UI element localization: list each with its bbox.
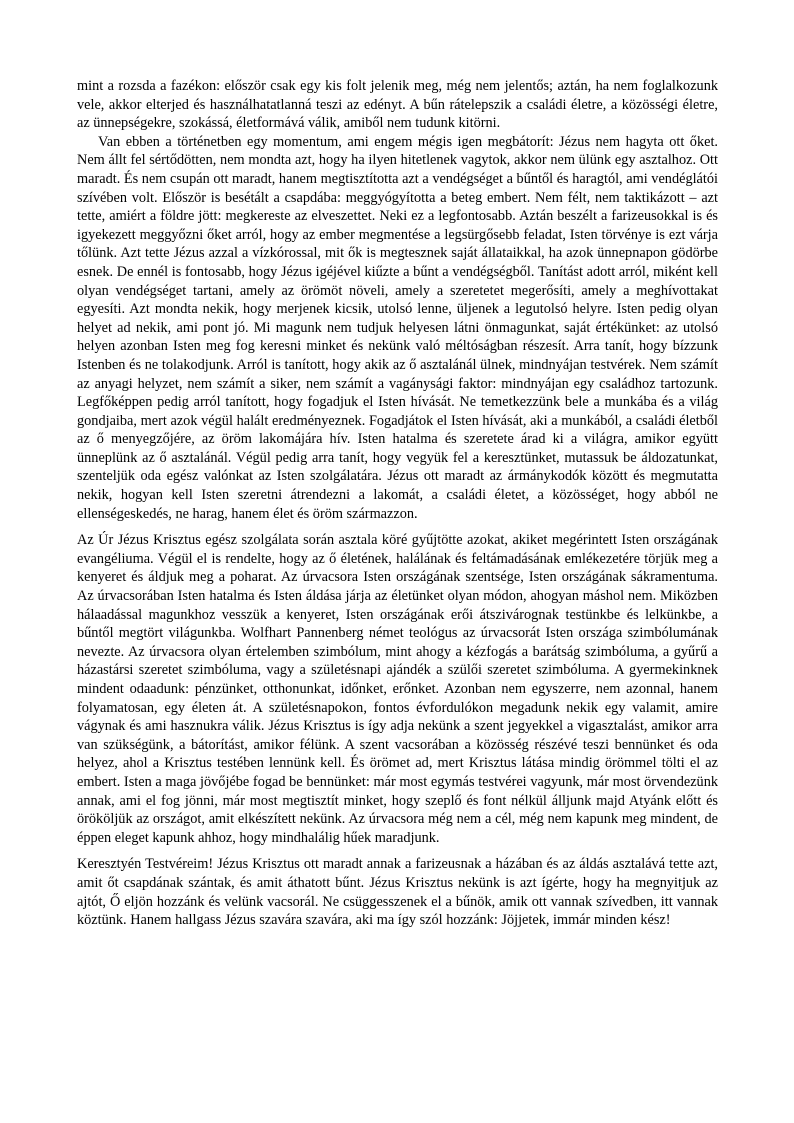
paragraph-lords-supper: Az Úr Jézus Krisztus egész szolgálata során asztala köré gyűjtötte azokat, akiket megérintett Isten országának evangéliuma. Végül el is rendelte, hogy az ő életének, halálának és feltámadásának emlékezetére törjük meg a kenyeret és áldjuk meg a poharat. Az úrvacsora Isten országának szentsége, Isten országának sákramentuma. Az úrvacsorában Isten hatalma és Isten áldása járja az életünket olyan módon, ahogyan máshol nem. Miközben hálaadással magunkhoz vesszük a kenyeret, Isten országának erői átszivárognak testünkbe és lelkünkbe, a bűntől megtört világunkba. Wolfhart Pannenberg német teológus az úrvacsorát Isten országa szimbólumának nevezte. Az úrvacsora olyan értelemben szimbólum, mint ahogy a kézfogás a barátság szimbóluma, a gyűrű a házastársi szeretet szimbóluma, vagy a születésnapi ajándék a szülői szeretet szimbóluma. A gyermekinknek mindent odaadunk: pénzünket, otthonunkat, időnket, erőnket. Azonban nem egyszerre, nem azonnal, hanem folyamatosan, egy életen át. A születésnapokon, fontos évfordulókon megadunk nekik egy valamit, amire vágynak és ami hasznukra válik. Jézus Krisztus is így adja nekünk a szent jegyekkel a vigasztalást, amikor arra van szükségünk, a bátorítást, amikor félünk. A szent vacsorában a közösség részévé teszi bennünket és oda helyez, ahol a Krisztus testében lennünk kell. És örömet ad, mert Krisztus látása mindig örömmel tölti el az embert. Isten a maga jövőjébe fogad be bennünket: már most egymás testvérei vagyunk, már most örvendezünk annak, ami el fog jönni, már most megtisztít minket, hogy szeplő és font nélkül álljunk majd Atyánk előtt és örököljük az országot, amit elkészített nekünk. Az úrvacsora még nem a cél, még nem kapunk meg mindent, de éppen eleget kapunk ahhoz, hogy mindhalálig hűek maradjunk. bbox=[77, 532, 718, 846]
document-page bbox=[77, 77, 718, 930]
paragraph-continuation: mint a rozsda a fazékon: először csak egy kis folt jelenik meg, még nem jelentős; aztán, ha nem foglalkozunk vele, akkor elterjed és használhatatlanná teszi az edényt. A bűn rátelepszik a családi életre, a közösségi életre, az ünnepségekre, szokássá, életformává válik, amiből nem tudunk kitörni. bbox=[77, 78, 718, 132]
paragraph-jesus-stayed: Van ebben a történetben egy momentum, ami engem mégis igen megbátorít: Jézus nem hagyta ott őket. Nem állt fel sértődötten, nem mondta azt, hogy ha ilyen hitetlenek vagytok, akkor nem ülünk egy asztalhoz. Ott maradt. És nem csupán ott maradt, hanem megtisztította azt a vendégséget a bűntől és haragtól, ami vendéglátói szívében volt. Először is besétált a csapdába: meggyógyította a beteg embert. Nem félt, nem taktikázott – azt tette, amiért a földre jött: megkereste az elveszettet. Neki ez a legfontosabb. Aztán beszélt a farizeusokkal is és igyekezett meggyőzni őket arról, hogy az ember megmentése a legsürgősebb feladat, Isten törvénye is ezt várja tőlünk. Azt tette Jézus azzal a vízkórossal, mit ők is megtesznek saját állataikkal, ha azok ünnepnapon gödörbe esnek. De ennél is fontosabb, hogy Jézus igéjével kiűzte a bűnt a vendégségből. Tanítást adott arról, miként kell olyan vendégséget tartani, amely az örömöt növeli, amely a szeretetet megerősíti, amely a meghívottakat egyesíti. Azt mondta nekik, hogy merjenek kicsik, utolsó lenne, üljenek a legutolsó helyre. Isten pedig olyan helyet ad nekik, ami pont jó. Mi magunk nem tudjuk helyesen látni önmagunkat, saját értékünket: az utolsó helyen azonban Isten meg fog keresni minket és nekünk való méltóságban részesít. Arra tanít, hogy bízzunk Istenben és ne tolakodjunk. Arról is tanított, hogy akik az ő asztalánál ülnek, mindnyájan testvérek. Nem számít az anyagi helyzet, nem számít a siker, nem számít a vagánysági faktor: mindnyájan egy családhoz tartozunk. Legfőképpen pedig arról tanított, hogy fogadjuk el Isten hívását. Ne temetkezzünk bele a munkába és a világ gondjaiba, mert azok végül halált eredményeznek. Fogadjátok el Isten hívását, aki a munkából, a családi életből az ő menyegzőjére, az öröm lakomájára hív. Isten hatalma és szeretete árad ki a világra, amikor együtt ünneplünk az ő asztalánál. Végül pedig arra tanít, hogy vegyük fel a keresztünket, mutassuk be áldozatunkat, szenteljük oda egész valónkat az Isten szolgálatára. Jézus ott maradt az ármánykodók között és megmutatta nekik, hogyan kell Isten szeretni átrendezni a lakomát, a családi életet, a közösséget, hogy abból ne ellenségeskedés, ne harag, hanem élet és öröm származzon. bbox=[77, 133, 718, 522]
paragraph-closing: Keresztyén Testvéreim! Jézus Krisztus ott maradt annak a farizeusnak a házában és az áldás asztalává tette azt, amit őt csapdának szántak, és amit áthatott bűnt. Jézus Krisztus nekünk is azt ígérte, hogy ha megnyitjuk az ajtót, Ő eljön hozzánk és velünk vacsorál. Ne csüggesszenek el a bűnök, amik ott vannak szívedben, itt vannak köztünk. Hanem hallgass Jézus szavára szavára, aki ma így szól hozzánk: Jöjjetek, immár minden kész! bbox=[77, 856, 718, 929]
